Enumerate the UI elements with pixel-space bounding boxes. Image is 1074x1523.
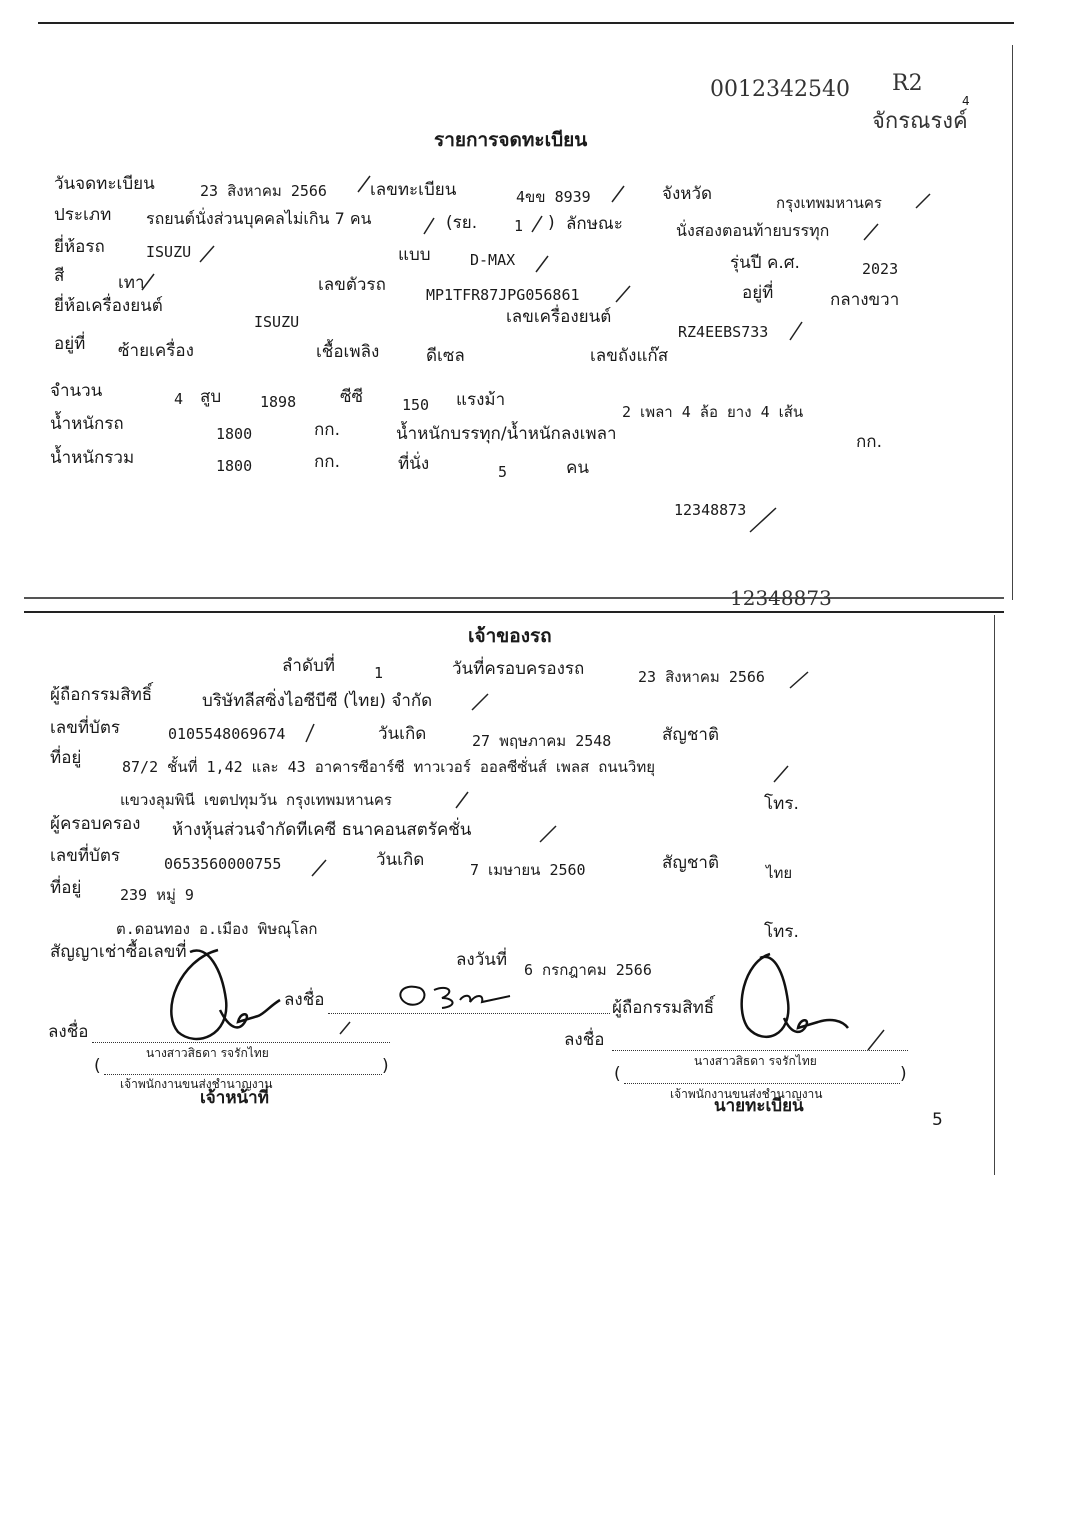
left-paren-open: ( [94,1056,101,1076]
ry-value: 1 [514,217,524,235]
owner-birth-label: วันเกิด [378,724,427,744]
left-sign-label: ลงชื่อ [48,1022,89,1042]
province-label: จังหวัด [662,184,713,204]
gas-tank-label: เลขถังแก๊ส [590,346,669,366]
chassis-location-value: กลางขวา [830,290,900,310]
holder-label: ผู้ครอบครอง [50,814,141,834]
year-label: รุ่นปี ค.ศ. [730,253,800,273]
axles-value: 2 เพลา 4 ล้อ ยาง 4 เส้น [622,403,804,421]
document-mark: R2 [892,71,923,96]
weight-value: 1800 [216,425,253,443]
cylinder-label: สูบ [200,387,222,407]
holder-birth-value: 7 เมษายน 2560 [470,861,586,879]
chassis-location-label: อยู่ที่ [742,283,774,303]
holder-phone-label: โทร. [764,922,799,942]
owner-value: บริษัทลีสซิ่งไอซีบีซี (ไทย) จำกัด [202,691,433,711]
owner-label: ผู้ถือกรรมสิทธิ์ [50,685,153,705]
right-officer-role: นายทะเบียน [714,1096,804,1116]
style-value: นั่งสองตอนท้ายบรรทุก [676,221,830,240]
model-label: แบบ [398,245,431,265]
right-officer-position: เจ้าพนักงานขนส่งชำนาญงาน [670,1087,823,1101]
gross-weight-label: น้ำหนักรวม [50,448,135,468]
owner-id-value: 0105548069674 [168,725,286,743]
document-code: 0012342540 [710,77,850,102]
holder-value: ห้างหุ้นส่วนจำกัดทีเคซี ธนาคอนสตรัคชั่น [172,820,472,840]
province-value: กรุงเทพมหานคร [776,194,882,212]
possession-date-value: 23 สิงหาคม 2566 [638,668,765,686]
right-paren-close: ) [900,1064,907,1084]
handwritten-note: จักรณรงค์ [872,109,968,134]
engine-brand-value: ISUZU [254,313,300,331]
plate-value: 4ขข 8939 [516,188,591,206]
holder-nationality-value: ไทย [766,864,793,882]
owner-birth-value: 27 พฤษภาคม 2548 [472,732,612,750]
chassis-value: MP1TFR87JPG056861 [426,286,580,304]
contract-date-value: 6 กรกฎาคม 2566 [524,961,652,979]
contract-date-label: ลงวันที่ [456,950,508,970]
horsepower-value: 150 [402,396,430,414]
plate-label: เลขทะเบียน [370,180,457,200]
gross-weight-unit: กก. [314,452,340,472]
brand-label: ยี่ห้อรถ [54,237,105,257]
seats-unit: คน [566,458,589,478]
seats-value: 5 [498,463,508,481]
cc-value: 1898 [260,393,297,411]
owner-address-line2: แขวงลุมพินี เขตปทุมวัน กรุงเทพมหานคร [120,791,392,809]
engine-location-value: ซ้ายเครื่อง [118,341,194,361]
section2-title: เจ้าของรถ [468,625,552,647]
sequence-label: ลำดับที่ [282,656,336,676]
holder-birth-label: วันเกิด [376,850,425,870]
sequence-value: 1 [374,664,384,682]
left-officer-role: เจ้าหน้าที่ [200,1088,269,1108]
page-number: 5 [932,1110,943,1130]
weight-label: น้ำหนักรถ [50,414,124,434]
engine-number-label: เลขเครื่องยนต์ [506,307,612,327]
owner-phone-label: โทร. [764,794,799,814]
ry-label: (รย. [446,213,478,233]
style-label: ลักษณะ [566,214,623,234]
chassis-label: เลขตัวรถ [318,275,386,295]
year-value: 2023 [862,260,899,278]
reg-date-value: 23 สิงหาคม 2566 [200,182,327,200]
engine-number-value: RZ4EEBS733 [678,323,769,341]
ry-close: ) [548,213,555,233]
reference-number: 12348873 [674,501,747,519]
left-officer-position: เจ้าพนักงานขนส่งชำนาญงาน [120,1077,273,1091]
fuel-label: เชื้อเพลิง [316,342,380,362]
count-label: จำนวน [50,381,103,401]
engine-location-label: อยู่ที่ [54,334,86,354]
cc-label: ซีซี [340,387,364,407]
owner-sign-role: ผู้ถือกรรมสิทธิ์ [612,998,715,1018]
color-label: สี [54,266,65,286]
fuel-value: ดีเซล [426,346,465,366]
model-value: D-MAX [470,251,516,269]
left-paren-close: ) [382,1056,389,1076]
owner-address-label: ที่อยู่ [50,748,82,768]
holder-id-label: เลขที่บัตร [50,846,121,866]
holder-address-label: ที่อยู่ [50,878,82,898]
holder-id-value: 0653560000755 [164,855,282,873]
cylinder-value: 4 [174,390,184,408]
reg-date-label: วันจดทะเบียน [54,174,155,194]
section1-title: รายการจดทะเบียน [434,129,588,151]
load-weight-unit: กก. [856,432,882,452]
holder-nationality-label: สัญชาติ [662,853,719,873]
engine-brand-label: ยี่ห้อเครื่องยนต์ [54,296,163,316]
load-weight-label: น้ำหนักบรรทุก/น้ำหนักลงเพลา [396,424,617,444]
holder-address-line1: 239 หมู่ 9 [120,886,194,904]
type-label: ประเภท [54,205,112,225]
left-officer-name: นางสาวสิธดา รจรักไทย [146,1046,269,1060]
holder-address-line2: ต.ดอนทอง อ.เมือง พิษณุโลก [116,920,318,938]
gross-weight-value: 1800 [216,457,253,475]
owner-sign-label: ลงชื่อ [284,990,325,1010]
possession-date-label: วันที่ครอบครองรถ [452,659,585,679]
right-officer-name: นางสาวสิธดา รจรักไทย [694,1054,817,1068]
owner-id-label: เลขที่บัตร [50,718,121,738]
owner-nationality-label: สัญชาติ [662,725,719,745]
horsepower-label: แรงม้า [456,390,506,410]
right-paren-open: ( [614,1064,621,1084]
brand-value: ISUZU [146,243,192,261]
right-sign-label: ลงชื่อ [564,1030,605,1050]
seats-label: ที่นั่ง [398,454,430,474]
weight-unit: กก. [314,420,340,440]
handwritten-number: 4 [962,94,970,108]
lease-contract-label: สัญญาเช่าซื้อเลขที่ [50,942,187,962]
color-value: เทา [118,273,145,293]
owner-address-line1: 87/2 ชั้นที่ 1,42 และ 43 อาคารซีอาร์ซี ทาวเวอร์ ออลซีซั่นส์ เพลส ถนนวิทยุ [122,758,655,776]
type-value: รถยนต์นั่งส่วนบุคคลไม่เกิน 7 คน [146,209,372,228]
reference-number-cut: 12348873 [730,586,832,610]
